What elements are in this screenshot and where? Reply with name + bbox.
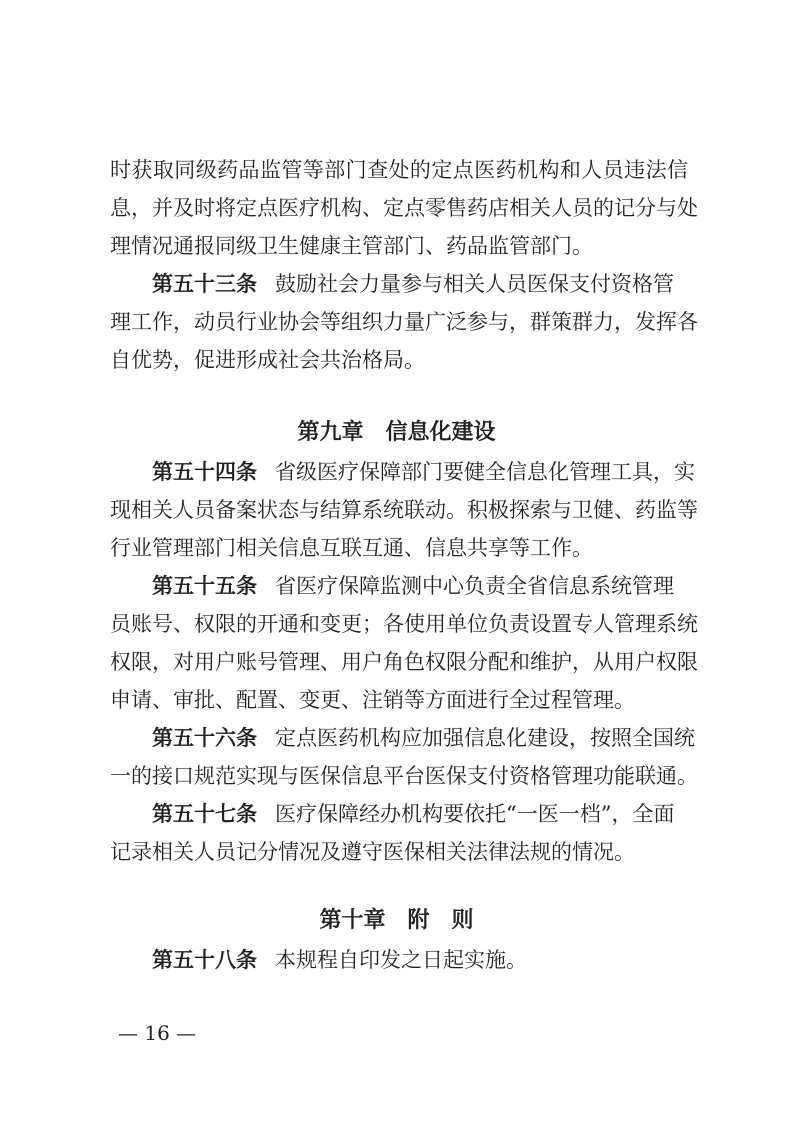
text-line: 申请、审批、配置、变更、注销等方面进行全过程管理。 — [110, 688, 635, 712]
chapter-heading: 第十章 附 则 — [319, 907, 474, 933]
article-54: 第五十四条 省级医疗保障部门要健全信息化管理工具，实 — [152, 459, 695, 484]
text-line: 自优势，促进形成社会共治格局。 — [110, 348, 425, 372]
page-number: — 16 — — [118, 1021, 197, 1045]
article-58: 第五十八条 本规程自印发之日起实施。 — [152, 947, 527, 972]
text-line: 理工作，动员行业协会等组织力量广泛参与，群策群力，发挥各 — [110, 310, 698, 334]
article-57: 第五十七条 医疗保障经办机构要依托“一医一档”，全面 — [152, 801, 675, 826]
text-line: 息，并及时将定点医疗机构、定点零售药店相关人员的记分与处 — [110, 196, 698, 220]
article-56: 第五十六条 定点医药机构应加强信息化建设，按照全国统 — [152, 725, 695, 750]
article-label: 第五十三条 — [152, 271, 257, 296]
article-label: 第五十五条 — [152, 573, 257, 598]
text-line: 时获取同级药品监管等部门查处的定点医药机构和人员违法信 — [110, 158, 688, 182]
article-label: 第五十七条 — [152, 801, 257, 826]
text-line: 现相关人员备案状态与结算系统联动。积极探索与卫健、药监等 — [110, 498, 698, 522]
text-line: 理情况通报同级卫生健康主管部门、药品监管部门。 — [110, 234, 593, 258]
chapter-heading: 第九章 信息化建设 — [297, 419, 496, 445]
article-label: 第五十六条 — [152, 725, 257, 750]
text-line: 行业管理部门相关信息互联互通、信息共享等工作。 — [110, 536, 593, 560]
text-line: 记录相关人员记分情况及遵守医保相关法律法规的情况。 — [110, 840, 635, 864]
text-line: 员账号、权限的开通和变更；各使用单位负责设置专人管理系统 — [110, 612, 698, 636]
article-53: 第五十三条 鼓励社会力量参与相关人员医保支付资格管 — [152, 271, 674, 296]
text-line: 权限，对用户账号管理、用户角色权限分配和维护，从用户权限 — [110, 650, 698, 674]
text-line: 一的接口规范实现与医保信息平台医保支付资格管理功能联通。 — [110, 764, 698, 788]
article-55: 第五十五条 省医疗保障监测中心负责全省信息系统管理 — [152, 573, 674, 598]
article-label: 第五十四条 — [152, 459, 257, 484]
article-label: 第五十八条 — [152, 947, 257, 972]
